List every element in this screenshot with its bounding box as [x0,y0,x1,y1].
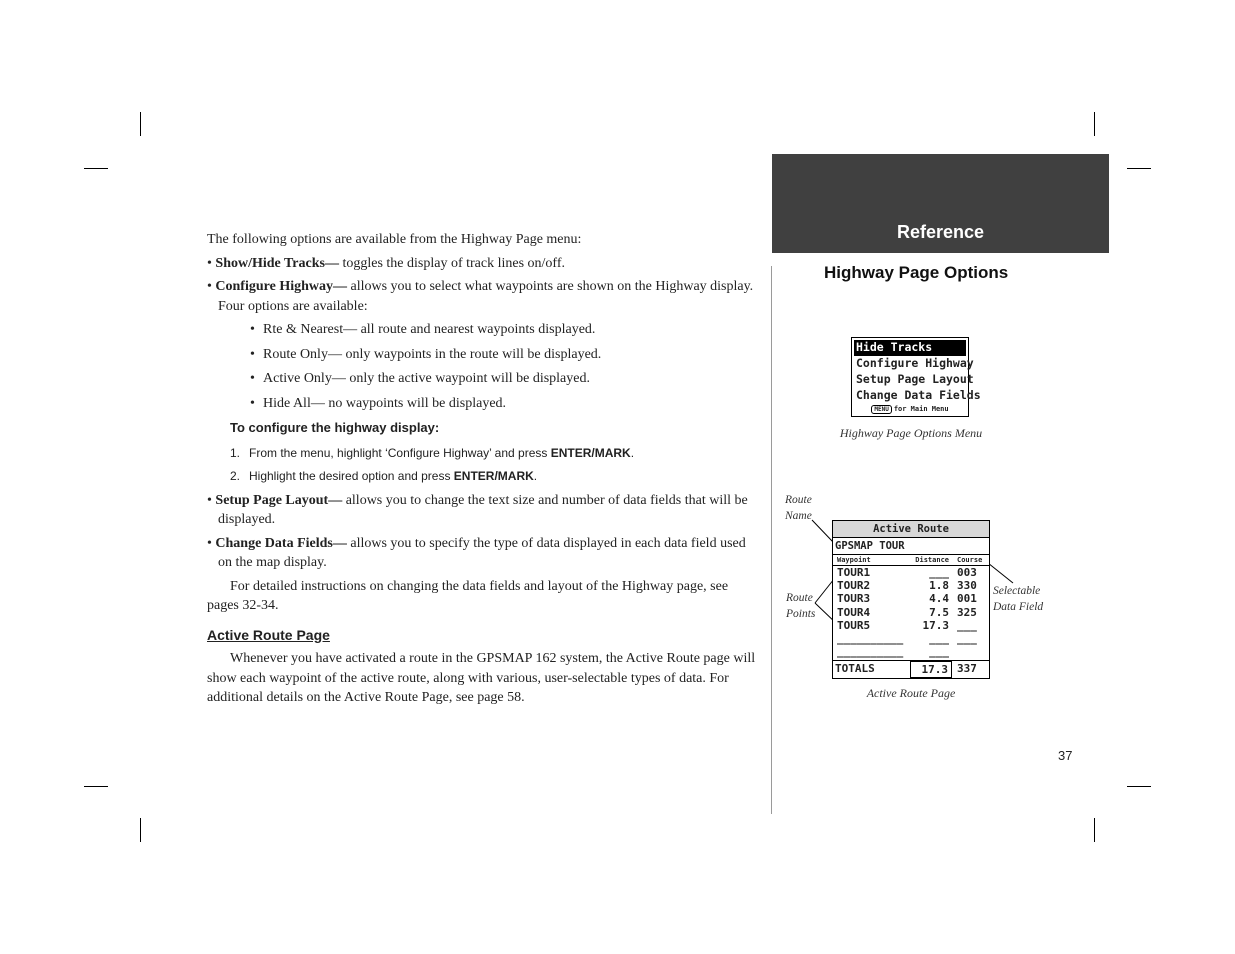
waypoint-distance: 4.4 [929,592,949,606]
active-route-text: Whenever you have activated a route in the GPSMAP 162 system, the Active Route page will show each waypoint of the active route, along with various, user-selectable types of data. For additional details on the Active Route Page, see page 58. [207,651,756,705]
step-end: . [630,445,635,460]
totals-distance: 17.3 [910,661,952,678]
route-totals [833,660,989,678]
option-text: Hide All— no waypoints will be displayed. [263,395,507,411]
route-row [833,619,989,632]
leader-line [812,520,833,542]
option-item: • Rte & Nearest— all route and nearest waypoints displayed. [250,322,596,337]
show-hide-text: toggles the display of track lines on/off. [338,255,565,271]
option-text: Active Only— only the active waypoint will be displayed. [263,371,590,386]
waypoint-distance: 1.8 [929,579,949,593]
route-row [833,645,989,658]
section-title: Highway Page Options [824,263,1009,282]
waypoint-distance: 7.5 [929,605,949,619]
waypoint-name: TOUR2 [837,579,871,593]
route-row [833,606,989,619]
change-fields-term: Change Data Fields— [215,535,347,551]
page-number: 37 [1058,748,1073,763]
route-row [833,632,989,645]
waypoint-course: 001 [957,592,977,606]
change-fields-text: allows you to specify the type of data displayed in each data field used on the map display. [218,535,746,570]
route-row [833,566,989,579]
waypoint-name: __________ [837,631,904,645]
waypoint-name: TOUR5 [837,618,871,632]
waypoint-distance: 17.3 [922,618,949,632]
show-hide-term: Show/Hide Tracks— [215,255,339,271]
waypoint-name: TOUR4 [837,605,871,619]
waypoint-distance: ___ [929,631,949,645]
step-number: 2. [230,469,241,483]
menu-key-icon: MENU [871,405,891,414]
step-text: Highlight the desired option and press [249,469,454,483]
tab-title: Reference [896,222,985,242]
detail-note: For detailed instructions on changing the data fields and layout of the Highway page, see pages 32-34. [207,578,729,613]
menu-footer-text: for Main Menu [893,405,949,413]
waypoint-course: ___ [957,618,977,632]
waypoint-distance: ___ [929,645,949,659]
route-name: GPSMAP TOUR [833,538,989,555]
option-item: • Active Only— only the active waypoint will be displayed. [250,371,590,386]
option-text: Route Only— only waypoints in the route will be displayed. [263,346,602,362]
intro-text: The following options are available from the Highway Page menu: [207,232,582,247]
menu-item-change-data-fields: Change Data Fields [856,388,981,402]
column-waypoint: Waypoint [837,556,871,564]
waypoint-name: TOUR3 [837,592,871,606]
totals-label: TOTALS [835,662,875,676]
configure-text: allows you to select what waypoints are shown on the Highway display. Four options are available: [218,279,754,314]
waypoint-course: 325 [957,605,977,619]
waypoint-name: TOUR1 [837,566,871,579]
configure-term: Configure Highway— [215,279,347,294]
route-points-annotation: Route Points [786,592,816,620]
step-end: . [533,469,538,483]
setup-layout-term: Setup Page Layout— [215,492,343,508]
waypoint-distance: ___ [929,566,949,579]
option-item: • Hide All— no waypoints will be displayed. [250,395,507,411]
menu-caption: Highway Page Options Menu [839,426,983,440]
option-text: Rte & Nearest— all route and nearest waypoints displayed. [263,322,596,337]
step-key: ENTER/MARK [550,445,631,460]
configure-item: • Configure Highway— allows you to select what waypoints are shown on the Highway display. Four options are available: [207,279,754,314]
waypoint-course: 330 [957,579,977,593]
change-fields-item: • Change Data Fields— allows you to specify the type of data displayed in each data field used on the map display. [207,535,746,570]
waypoint-course: ___ [957,631,977,645]
totals-course: 337 [957,662,977,676]
procedure-heading: To configure the highway display: [230,420,440,435]
leader-line [988,563,1013,583]
active-route-screenshot [832,520,990,679]
route-column-headers [833,555,989,566]
step-text: From the menu, highlight ‘Configure Highway’ and press [249,445,551,460]
selectable-field-annotation: Selectable Data Field [993,585,1044,613]
waypoint-name: __________ [837,645,904,659]
route-caption: Active Route Page [866,686,956,700]
route-title: Active Route [833,521,989,538]
active-route-heading: Active Route Page [207,626,330,643]
column-course: Course [957,556,983,564]
column-distance: Distance [915,556,949,564]
setup-layout-item: • Setup Page Layout— allows you to change the text size and number of data fields that will be displayed. [207,492,748,527]
waypoint-course: 003 [957,566,977,579]
menu-item-hide-tracks: Hide Tracks [854,340,966,356]
step-key: ENTER/MARK [453,469,534,483]
setup-layout-text: allows you to change the text size and number of data fields that will be displayed. [218,492,748,527]
waypoint-course [952,645,989,658]
route-row [833,592,989,605]
show-hide-item: • Show/Hide Tracks— toggles the display of track lines on/off. [207,255,565,271]
menu-item-configure-highway: Configure Highway [856,356,974,370]
route-name-annotation: Route Name [785,494,812,522]
step-number: 1. [230,445,241,460]
option-item: • Route Only— only waypoints in the route will be displayed. [250,346,602,362]
route-row [833,579,989,592]
menu-item-setup-page-layout: Setup Page Layout [856,372,974,386]
